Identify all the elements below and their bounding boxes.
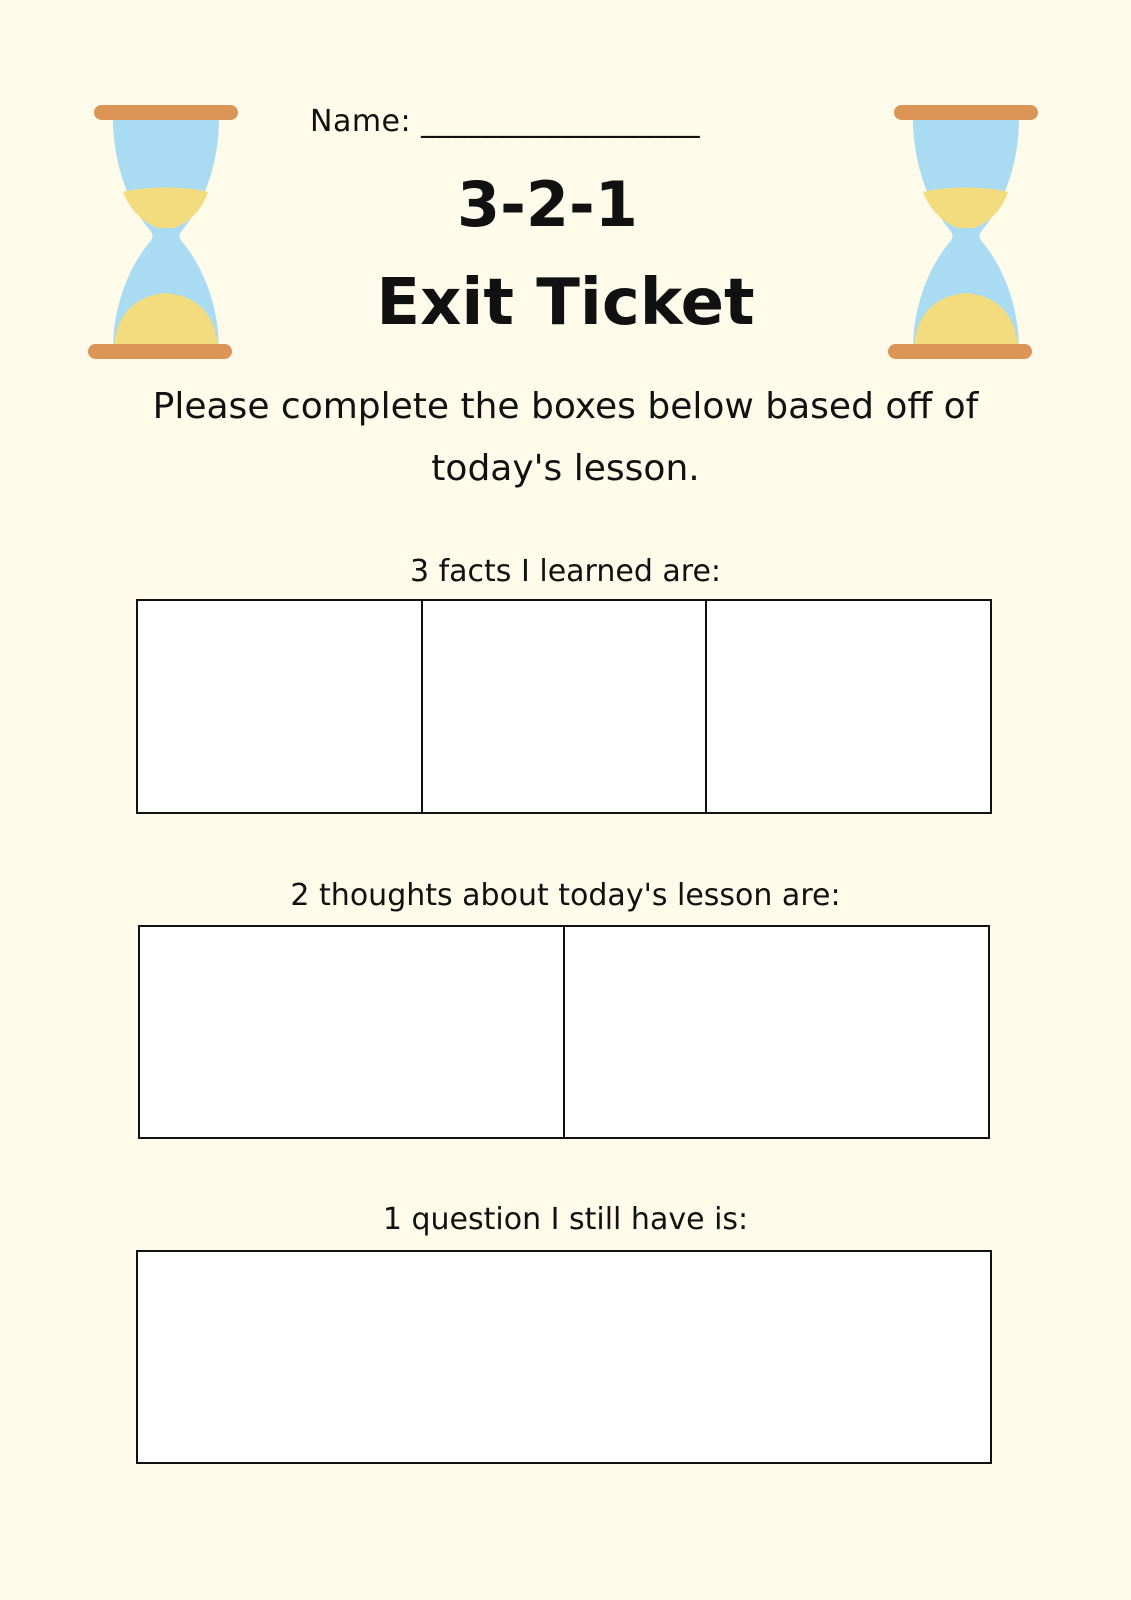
thought-box[interactable]: [140, 927, 563, 1137]
fact-box[interactable]: [421, 601, 706, 812]
thoughts-box-row: [138, 925, 990, 1139]
page-title: Exit Ticket: [376, 266, 755, 340]
title-line-1: 3-2-1: [457, 168, 638, 241]
name-field[interactable]: Name: __________________: [310, 104, 701, 139]
fact-box[interactable]: [138, 601, 421, 812]
facts-box-row: [136, 599, 992, 814]
facts-label: 3 facts I learned are:: [409, 554, 722, 589]
question-label: 1 question I still have is:: [382, 1202, 749, 1237]
thought-box[interactable]: [563, 927, 988, 1137]
page-title-number: [0, 168, 1131, 241]
question-box-row: [136, 1250, 992, 1464]
thoughts-label: 2 thoughts about today's lesson are:: [290, 878, 841, 913]
question-box[interactable]: [138, 1252, 990, 1462]
instructions-text: Please complete the boxes below based off of today's lesson.: [152, 386, 979, 489]
fact-box[interactable]: [705, 601, 990, 812]
